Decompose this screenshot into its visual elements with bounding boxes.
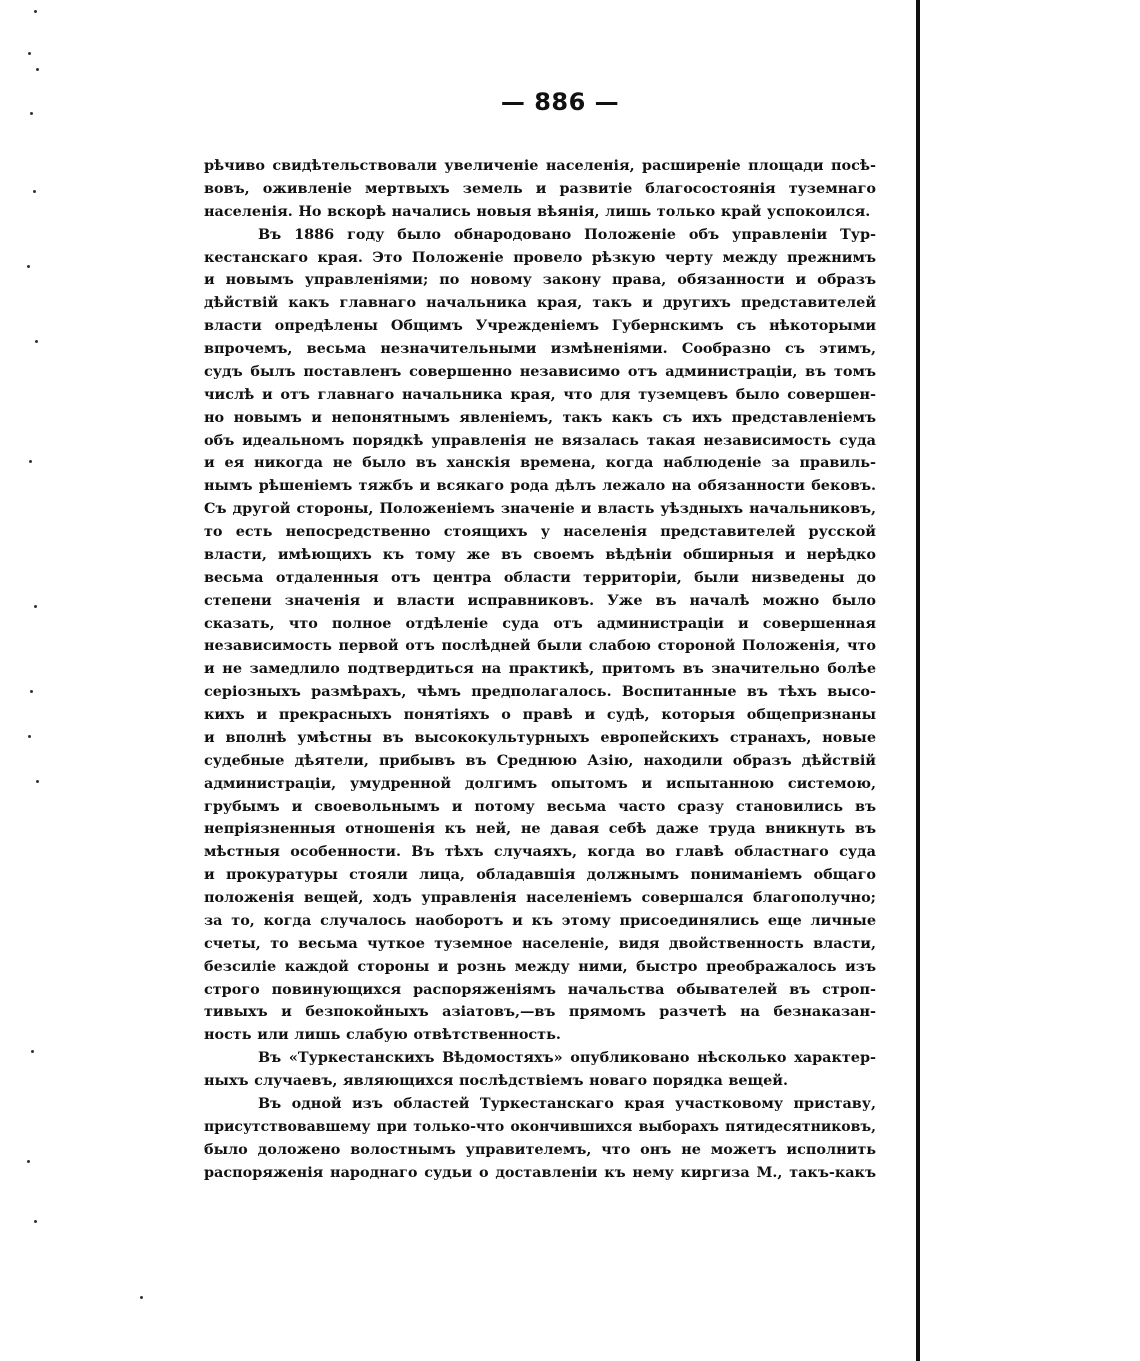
margin-speck (27, 1160, 30, 1163)
margin-speck (35, 340, 38, 343)
margin-speck (140, 1296, 143, 1299)
text-line: Въ «Туркестанскихъ Вѣдомостяхъ» опубликовано нѣсколько характер- (258, 1049, 876, 1067)
text-line: вовъ, оживленіе мертвыхъ земель и развитіе благосостоянія туземнаго (204, 179, 876, 197)
text-line: тивыхъ и безпокойныхъ азіатовъ,—въ прямомъ разчетѣ на безнаказан- (204, 1003, 876, 1021)
text-line: распоряженія народнаго судьи о доставленіи къ нему киргиза М., такъ-какъ (204, 1163, 876, 1181)
text-line: власти опредѣлены Общимъ Учрежденіемъ Губернскимъ съ нѣкоторыми (204, 317, 876, 335)
text-line: степени значенія и власти исправниковъ. Уже въ началѣ можно было (204, 591, 876, 609)
text-line: числѣ и отъ главнаго начальника края, что для туземцевъ было совершен- (204, 385, 876, 403)
text-line: грубымъ и своевольнымъ и потому весьма часто сразу становились въ (204, 797, 876, 815)
text-line: серіозныхъ размѣрахъ, чѣмъ предполагалось. Воспитанные въ тѣхъ высо- (204, 683, 876, 701)
margin-speck (27, 265, 30, 268)
margin-speck (30, 690, 33, 693)
text-line: дѣйствій какъ главнаго начальника края, такъ и другихъ представителей (204, 294, 876, 312)
text-line: нымъ рѣшеніемъ тяжбъ и всякаго рода дѣлъ лежало на обязанности бековъ. (204, 477, 876, 495)
text-line: администраціи, умудренной долгимъ опытомъ и испытанною системою, (204, 774, 876, 792)
binding-edge-line (916, 0, 920, 1361)
text-line: судъ былъ поставленъ совершенно независимо отъ администраціи, въ томъ (204, 362, 876, 380)
margin-speck (36, 780, 39, 783)
margin-speck (33, 190, 36, 193)
margin-speck (31, 1050, 34, 1053)
text-line: непріязненныя отношенія къ ней, не давая себѣ даже труда вникнуть въ (204, 820, 876, 838)
margin-speck (30, 112, 33, 115)
text-line: независимость первой отъ послѣдней были слабою стороной Положенія, что (204, 637, 876, 655)
margin-speck (28, 735, 31, 738)
text-line: Съ другой стороны, Положеніемъ значеніе и власть уѣздныхъ начальниковъ, (204, 500, 876, 518)
text-line: но новымъ и непонятнымъ явленіемъ, такъ какъ съ ихъ представленіемъ (204, 408, 876, 426)
margin-speck (36, 68, 39, 71)
text-line: положенія вещей, ходъ управленія населеніемъ совершался благополучно; (204, 889, 876, 906)
text-line: и вполнѣ умѣстны въ высококультурныхъ европейскихъ странахъ, новые (204, 728, 876, 746)
text-line: кестанскаго края. Это Положеніе провело рѣзкую черту между прежнимъ (204, 248, 876, 266)
text-line: и не замедлило подтвердиться на практикѣ, притомъ въ значительно болѣе (204, 660, 876, 678)
text-line: кихъ и прекрасныхъ понятіяхъ о правѣ и судѣ, которыя общепризнаны (204, 706, 876, 723)
text-line: мѣстныя особенности. Въ тѣхъ случаяхъ, когда во главѣ областнаго суда (204, 843, 876, 861)
text-line: населенія. Но вскорѣ начались новыя вѣянія, лишь только край успокоился. (204, 202, 871, 220)
text-line: объ идеальномъ порядкѣ управленія не вязалась такая независимость суда (204, 431, 876, 449)
margin-speck (29, 460, 32, 463)
text-line: сказать, что полное отдѣленіе суда отъ администраціи и совершенная (204, 614, 876, 632)
text-line: за то, когда случалось наоборотъ и къ этому присоединялись еще личные (204, 911, 876, 929)
text-line: власти, имѣющихъ къ тому же въ своемъ вѣдѣніи обширныя и нерѣдко (204, 545, 876, 563)
margin-speck (34, 605, 37, 608)
text-line: рѣчиво свидѣтельствовали увеличеніе населенія, расширеніе площади посѣ- (204, 157, 876, 174)
text-line: присутствовавшему при только-что окончившихся выборахъ пятидесятниковъ, (204, 1118, 876, 1135)
text-line: ныхъ случаевъ, являющихся послѣдствіемъ новаго порядка вещей. (204, 1072, 788, 1089)
text-line: было доложено волостнымъ управителемъ, что онъ не можетъ исполнить (204, 1140, 876, 1158)
text-line: судебные дѣятели, прибывъ въ Среднюю Азію, находили образъ дѣйствій (204, 751, 876, 769)
text-line: Въ одной изъ областей Туркестанскаго края участковому приставу, (258, 1094, 876, 1112)
text-line: впрочемъ, весьма незначительными измѣненіями. Сообразно съ этимъ, (204, 340, 876, 357)
text-line: безсиліе каждой стороны и рознь между ними, быстро преображалось изъ (204, 957, 876, 975)
text-line: строго повинующихся распоряженіямъ начальства обывателей въ строп- (204, 980, 876, 998)
text-line: ность или лишь слабую отвѣтственность. (204, 1026, 561, 1044)
margin-speck (28, 52, 31, 55)
text-line: и новымъ управленіями; по новому закону права, обязанности и образъ (204, 271, 876, 289)
text-line: и ея никогда не было въ ханскія времена, когда наблюденіе за правиль- (204, 454, 876, 472)
body-text (204, 155, 876, 1184)
margin-speck (34, 1220, 37, 1223)
text-line: Въ 1886 году было обнародовано Положеніе объ управленіи Тур- (258, 225, 876, 243)
text-line: то есть непосредственно стоящихъ у населенія представителей русской (204, 523, 876, 540)
margin-speck (34, 10, 37, 13)
text-line: счеты, то весьма чуткое туземное населеніе, видя двойственность власти, (204, 934, 876, 952)
text-line: и прокуратуры стояли лица, обладавшія должнымъ пониманіемъ общаго (204, 866, 876, 884)
text-line: весьма отдаленныя отъ центра области территоріи, были низведены до (204, 568, 876, 586)
page-number: — 886 — (500, 88, 620, 116)
